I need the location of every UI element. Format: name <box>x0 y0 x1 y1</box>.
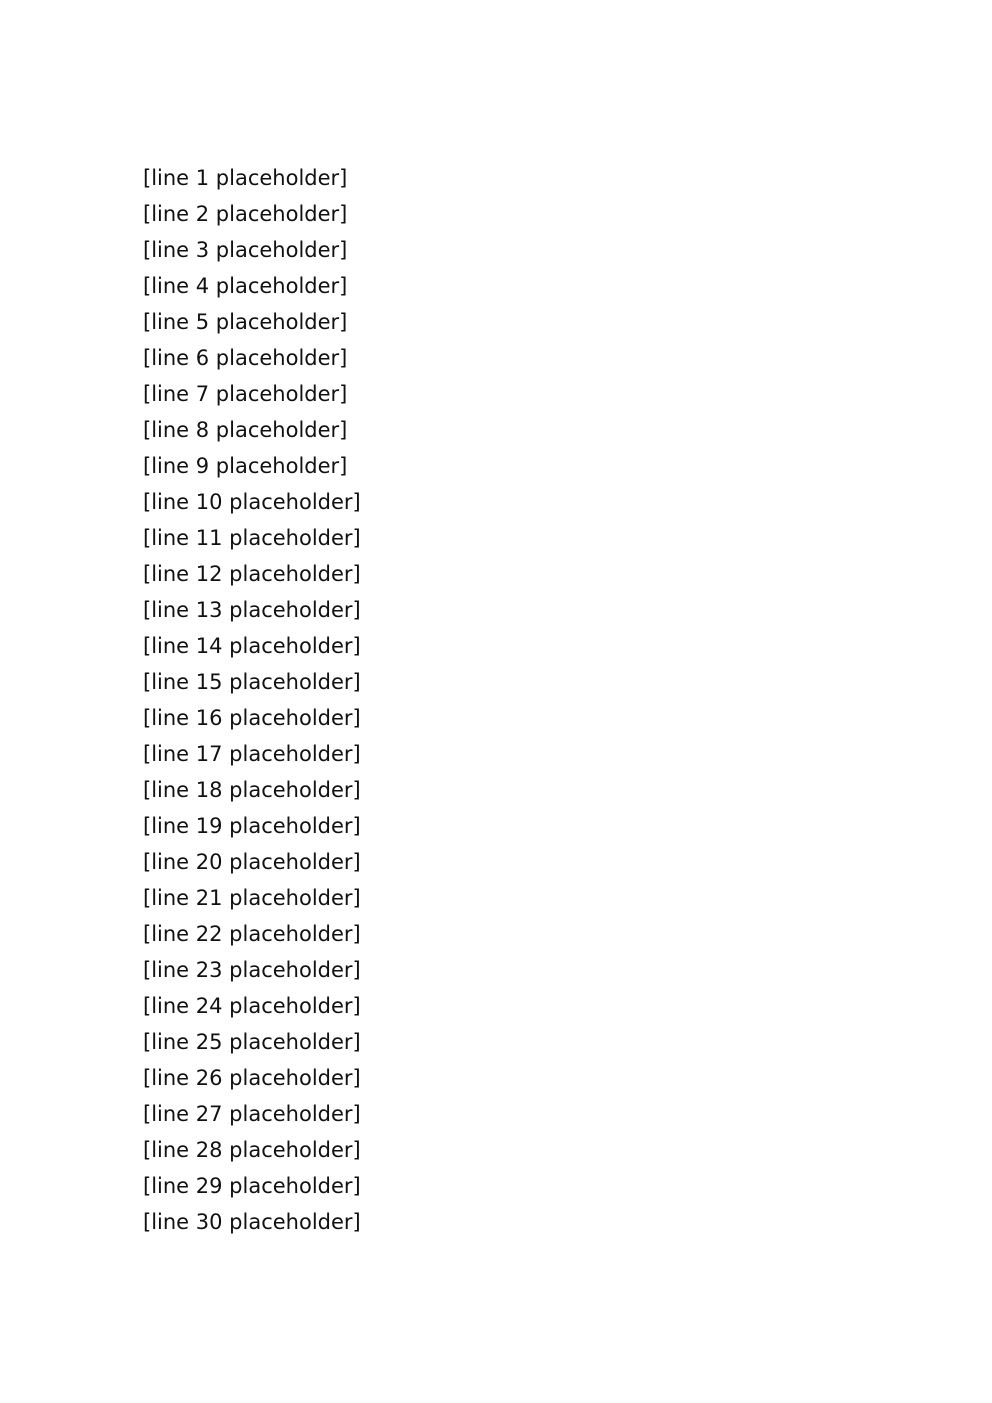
text-line: [line 15 placeholder] <box>143 670 361 694</box>
text-line: [line 4 placeholder] <box>143 274 348 298</box>
text-line: [line 18 placeholder] <box>143 778 361 802</box>
text-line: [line 27 placeholder] <box>143 1102 361 1126</box>
text-line: [line 8 placeholder] <box>143 418 348 442</box>
text-line: [line 13 placeholder] <box>143 598 361 622</box>
text-line: [line 3 placeholder] <box>143 238 348 262</box>
text-line: [line 6 placeholder] <box>143 346 348 370</box>
text-line: [line 21 placeholder] <box>143 886 361 910</box>
text-line: [line 16 placeholder] <box>143 706 361 730</box>
text-line: [line 2 placeholder] <box>143 202 348 226</box>
text-line: [line 19 placeholder] <box>143 814 361 838</box>
document-body <box>143 160 851 1240</box>
text-line: [line 25 placeholder] <box>143 1030 361 1054</box>
text-line: [line 11 placeholder] <box>143 526 361 550</box>
text-line: [line 28 placeholder] <box>143 1138 361 1162</box>
text-line: [line 10 placeholder] <box>143 490 361 514</box>
text-line: [line 23 placeholder] <box>143 958 361 982</box>
text-line: [line 12 placeholder] <box>143 562 361 586</box>
text-line: [line 14 placeholder] <box>143 634 361 658</box>
text-line: [line 26 placeholder] <box>143 1066 361 1090</box>
text-line: [line 30 placeholder] <box>143 1210 361 1234</box>
text-line: [line 7 placeholder] <box>143 382 348 406</box>
text-line: [line 5 placeholder] <box>143 310 348 334</box>
text-line: [line 17 placeholder] <box>143 742 361 766</box>
text-line: [line 24 placeholder] <box>143 994 361 1018</box>
text-line: [line 29 placeholder] <box>143 1174 361 1198</box>
text-line: [line 20 placeholder] <box>143 850 361 874</box>
text-line: [line 22 placeholder] <box>143 922 361 946</box>
text-line: [line 9 placeholder] <box>143 454 348 478</box>
text-line: [line 1 placeholder] <box>143 166 348 190</box>
